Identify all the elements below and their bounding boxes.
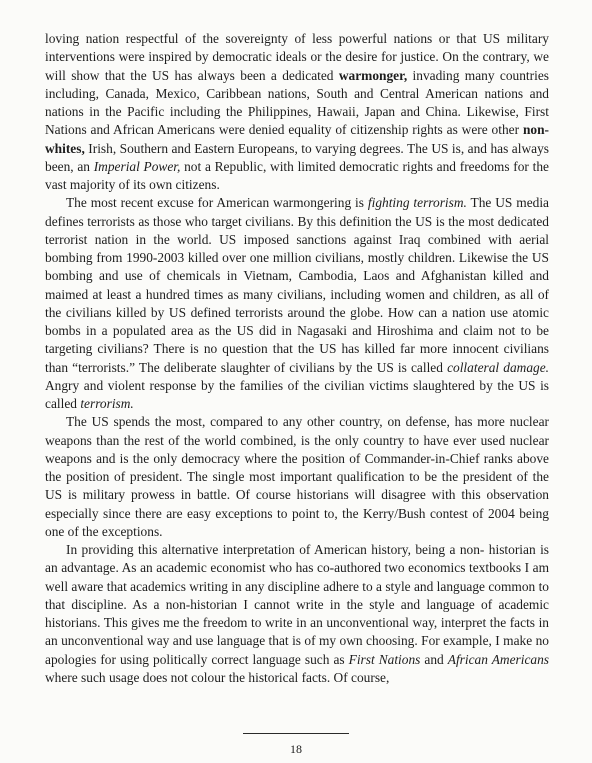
paragraph-2 <box>45 194 549 413</box>
bold-text: non-whites, <box>45 122 549 156</box>
italic-text: fighting terrorism. <box>367 195 467 211</box>
text-run: loving nation respectful of the sovereignty of less powerful nations or that US military interventions were inspired by democratic ideals or the desire for justice. On the contrary, we will show that the US has always been a dedicated <box>45 31 549 83</box>
text-run: where such usage does not colour the historical facts. Of course, <box>45 669 390 685</box>
paragraph-1 <box>45 30 549 194</box>
italic-text: terrorism. <box>80 396 134 411</box>
page-number: 18 <box>290 742 302 756</box>
paragraph-3 <box>45 413 549 541</box>
text-run: The US media defines terrorists as those who target civilians. By this definition the US is the most dedicated terrorist nation in the world. US imposed sanctions against Iraq combined with aerial bombing from 1990-2003 killed over one million civilians, mostly children. Likewise the US bombing and use of chemicals in Vietnam, Cambodia, Laos and Afghanistan killed and maimed at least a hundred times as many civilians, including women and children, as all of the civilians killed by US defined terrorists around the globe. How can a nation use atomic bombs in a populated area as the US did in Nagasaki and Hiroshima and claim not to be targeting civilians? There is no question that the US has killed far more innocent civilians than “terrorists.” The deliberate slaughter of civilians by the US is called <box>45 195 549 375</box>
italic-text: collateral damage. <box>447 359 550 375</box>
paragraph-4 <box>45 541 549 687</box>
text-run: invading many countries including, Canada, Mexico, Caribbean nations, South and Central American nations and nations in the Pacific including the Philippines, Hawaii, Japan and China. Likewise, First Nations and African Americans were denied equality of citizenship rights as were other <box>45 67 549 138</box>
italic-text: African Americans <box>447 651 549 667</box>
footer-rule <box>243 733 349 734</box>
text-run: Irish, Southern and Eastern Europeans, to varying degrees. The US is, and has always been, an <box>45 140 549 174</box>
text-run: In providing this alternative interpretation of American history, being a non- historian is an advantage. As an academic economist who has co-authored two economics textbooks I am well aware that academics writing in any discipline adhere to a style and language common to that discipline. As a non-historian I cannot write in the style and language of academic historians. This gives me the freedom to write in an unconventional way, interpret the facts in an unconventional way and use language that is of my own choosing. For example, I make no apologies for using politically correct language such as <box>45 542 549 667</box>
bold-text: warmonger, <box>338 67 408 83</box>
text-run: Angry and violent response by the families of the civilian victims slaughtered by the US is called <box>45 377 549 411</box>
text-run: The most recent excuse for American warmongering is <box>66 195 368 211</box>
italic-text: First Nations <box>348 651 421 667</box>
text-run: The US spends the most, compared to any other country, on defense, has more nuclear weapons than the rest of the world combined, is the only country to have ever used nuclear weapons and is the only democracy where the position of Commander-in-Chief ranks above the position of president. The single most important qualification to be the president of the US is military prowess in battle. Of course historians will disagree with this observation especially since there are easy exceptions to point to, the Kerry/Bush contest of 2004 being one of the exceptions. <box>45 414 549 539</box>
italic-text: Imperial Power, <box>93 158 181 174</box>
text-run: not a Republic, with limited democratic rights and freedoms for the vast majority of its own citizens. <box>45 158 549 192</box>
text-run: and <box>420 651 448 667</box>
body-text <box>45 30 549 687</box>
